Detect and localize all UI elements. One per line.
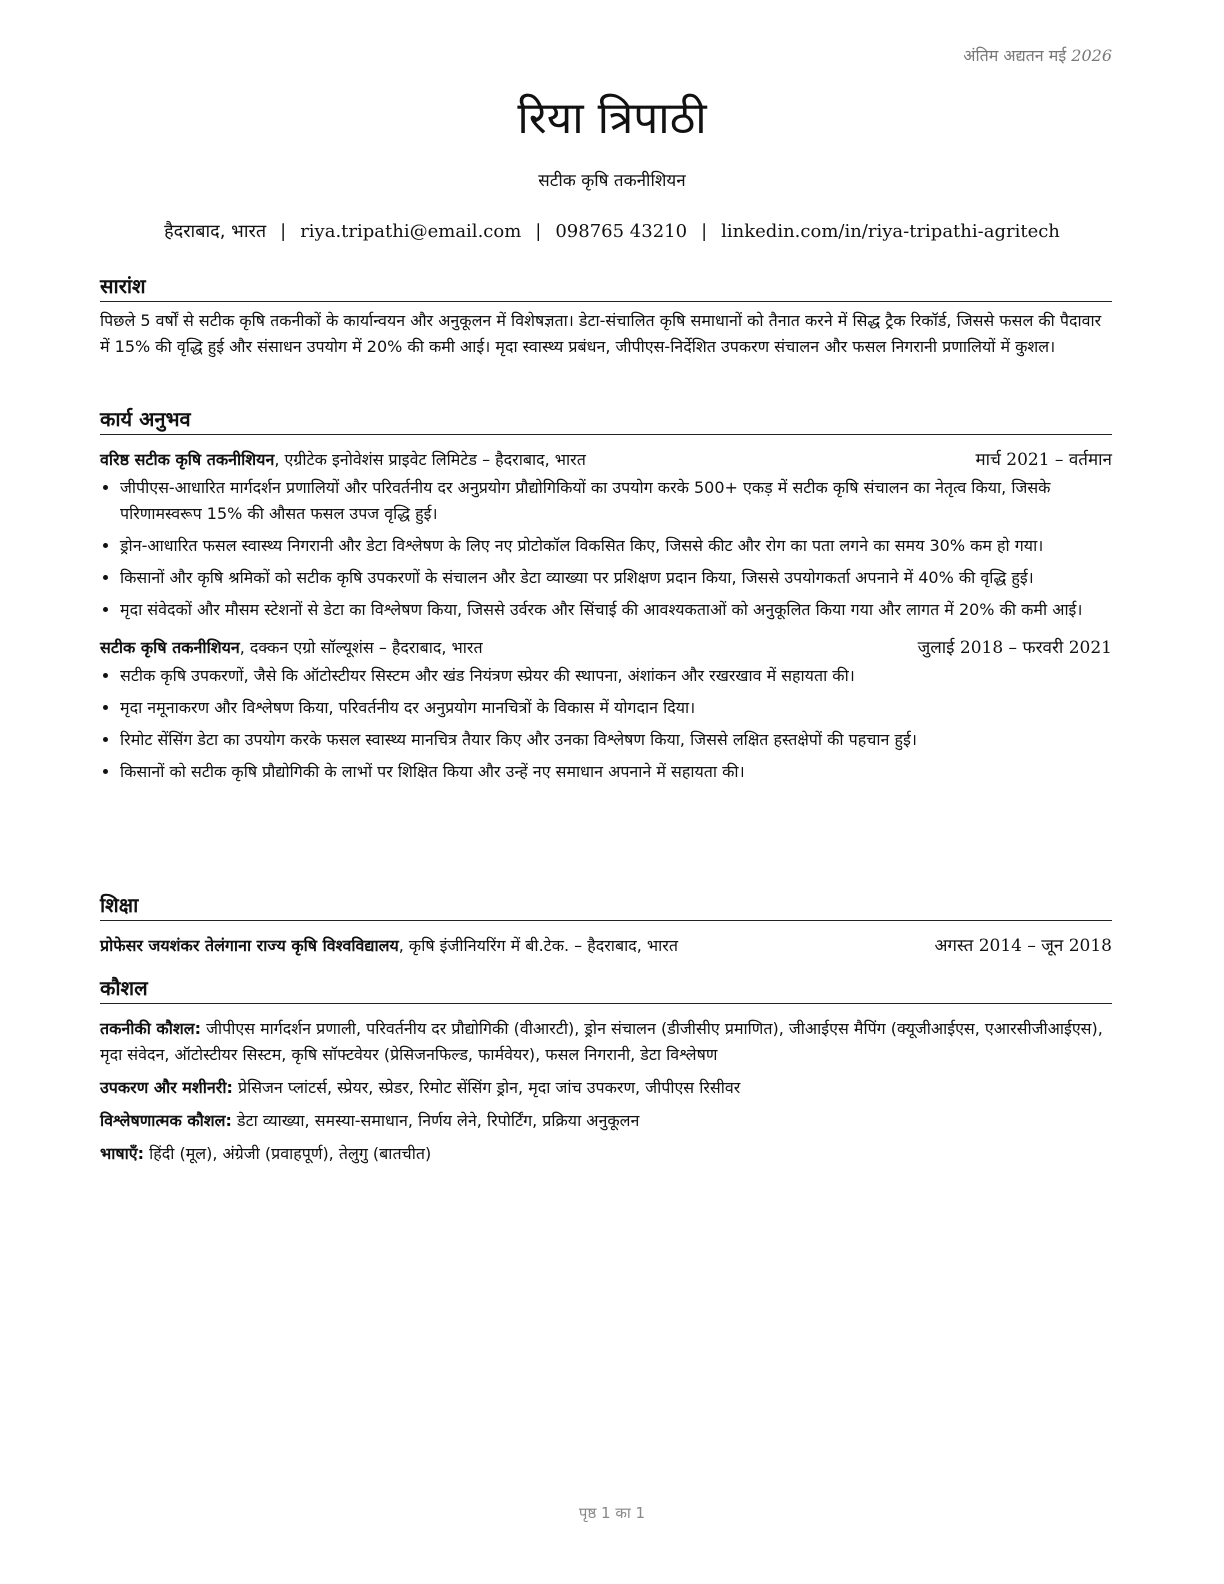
experience-section: [100, 405, 1112, 791]
education-dates: अगस्त 2014 – जून 2018: [934, 936, 1112, 956]
education-section: [100, 891, 1112, 959]
job-dates: जुलाई 2018 – फरवरी 2021: [917, 638, 1112, 658]
education-degree: , कृषि इंजीनियरिंग में बी.टेक. – हैदराबाद, भारत: [398, 936, 678, 955]
job-bullet: • सटीक कृषि उपकरणों, जैसे कि ऑटोस्टीयर सिस्टम और खंड नियंत्रण स्प्रेयर की स्थापना, अंशांकन और रखरखाव में सहायता की।: [120, 663, 1112, 689]
contact-email[interactable]: riya.tripathi@email.com: [300, 221, 522, 242]
skill-label: भाषाएँ:: [100, 1144, 145, 1163]
job-bullet: • मृदा संवेदकों और मौसम स्टेशनों से डेटा का विश्लेषण किया, जिससे उर्वरक और सिंचाई की आवश्यकताओं को अनुकूलित किया गया और लागत में 20% की कमी आई।: [120, 597, 1112, 623]
skill-label: तकनीकी कौशल:: [100, 1019, 201, 1038]
last-updated-year: 2026: [1071, 46, 1112, 65]
job-bullet: • किसानों को सटीक कृषि प्रौद्योगिकी के लाभों पर शिक्षित किया और उन्हें नए समाधान अपनाने में सहायता की।: [120, 759, 1112, 785]
job-bullet: • ड्रोन-आधारित फसल स्वास्थ्य निगरानी और डेटा विश्लेषण के लिए नए प्रोटोकॉल विकसित किए, जिससे कीट और रोग का पता लगने का समय 30% कम हो गया।: [120, 533, 1112, 559]
skill-group: [100, 1075, 1112, 1101]
skill-text: जीपीएस मार्गदर्शन प्रणाली, परिवर्तनीय दर प्रौद्योगिकी (वीआरटी), ड्रोन संचालन (डीजीसीए प्रमाणित), जीआईएस मैपिंग (क्यूजीआईएस, एआरसीजीआईएस), मृदा संवेदन, ऑटोस्टीयर सिस्टम, कृषि सॉफ्टवेयर (प्रेसिजनफिल्ड, फार्मवेयर), फसल निगरानी, डेटा विश्लेषण: [100, 1019, 1103, 1064]
job-role: सटीक कृषि तकनीशियन: [100, 638, 240, 657]
skill-label: उपकरण और मशीनरी:: [100, 1078, 233, 1097]
last-updated-label: अंतिम अद्यतन मई: [963, 46, 1067, 65]
job-org: , एग्रीटेक इनोवेशंस प्राइवेट लिमिटेड – हैदराबाद, भारत: [274, 450, 586, 469]
skill-group: [100, 1141, 1112, 1167]
contact-separator: |: [701, 221, 708, 242]
contact-linkedin[interactable]: linkedin.com/in/riya-tripathi-agritech: [721, 221, 1060, 242]
contact-separator: |: [280, 221, 287, 242]
job-bullet: • किसानों और कृषि श्रमिकों को सटीक कृषि उपकरणों के संचालन और डेटा व्याख्या पर प्रशिक्षण प्रदान किया, जिससे उपयोगकर्ता अपनाने में 40% की वृद्धि हुई।: [120, 565, 1112, 591]
skills-section: [100, 974, 1112, 1174]
education-heading: शिक्षा: [100, 891, 1112, 921]
summary-text: पिछले 5 वर्षों से सटीक कृषि तकनीकों के कार्यान्वयन और अनुकूलन में विशेषज्ञता। डेटा-संचालित कृषि समाधानों को तैनात करने में सिद्ध ट्रैक रिकॉर्ड, जिससे फसल की पैदावार में 15% की वृद्धि हुई और संसाधन उपयोग में 20% की कमी आई। मृदा स्वास्थ्य प्रबंधन, जीपीएस-निर्देशित उपकरण संचालन और फसल निगरानी प्रणालियों में कुशल।: [100, 311, 1102, 356]
job-dates: मार्च 2021 – वर्तमान: [975, 450, 1112, 470]
skill-text: डेटा व्याख्या, समस्या-समाधान, निर्णय लेने, रिपोर्टिंग, प्रक्रिया अनुकूलन: [231, 1111, 640, 1130]
job-header: [100, 635, 1112, 661]
candidate-title: सटीक कृषि तकनीशियन: [538, 171, 686, 191]
contact-phone: 098765 43210: [555, 221, 688, 242]
contact-location: हैदराबाद, भारत: [164, 221, 267, 242]
job-entry: [100, 447, 1112, 623]
page-number: पृष्ठ 1 का 1: [578, 1504, 646, 1522]
skill-text: प्रेसिजन प्लांटर्स, स्प्रेयर, स्प्रेडर, रिमोट सेंसिंग ड्रोन, मृदा जांच उपकरण, जीपीएस रिसीवर: [232, 1078, 741, 1097]
contact-separator: |: [535, 221, 542, 242]
job-bullets: [100, 475, 1112, 623]
job-bullet: • रिमोट सेंसिंग डेटा का उपयोग करके फसल स्वास्थ्य मानचित्र तैयार किए और उनका विश्लेषण किया, जिससे लक्षित हस्तक्षेपों की पहचान हुई।: [120, 727, 1112, 753]
skill-group: [100, 1108, 1112, 1134]
job-org: , दक्कन एग्रो सॉल्यूशंस – हैदराबाद, भारत: [239, 638, 483, 657]
job-bullet: • मृदा नमूनाकरण और विश्लेषण किया, परिवर्तनीय दर अनुप्रयोग मानचित्रों के विकास में योगदान दिया।: [120, 695, 1112, 721]
last-updated: [963, 44, 1112, 66]
job-role: वरिष्ठ सटीक कृषि तकनीशियन: [100, 450, 275, 469]
summary-section: [100, 272, 1112, 360]
skill-label: विश्लेषणात्मक कौशल:: [100, 1111, 232, 1130]
experience-heading: कार्य अनुभव: [100, 405, 1112, 435]
skill-text: हिंदी (मूल), अंग्रेजी (प्रवाहपूर्ण), तेलुगु (बातचीत): [144, 1144, 432, 1163]
job-header: [100, 447, 1112, 473]
summary-heading: सारांश: [100, 272, 1112, 302]
skill-group: [100, 1016, 1112, 1068]
contact-line: [0, 219, 1224, 243]
education-entry: [100, 933, 1112, 959]
skills-heading: कौशल: [100, 974, 1112, 1004]
job-bullet: • जीपीएस-आधारित मार्गदर्शन प्रणालियों और परिवर्तनीय दर अनुप्रयोग प्रौद्योगिकियों का उपयोग करके 500+ एकड़ में सटीक कृषि संचालन का नेतृत्व किया, जिसके परिणामस्वरूप 15% की औसत फसल उपज वृद्धि हुई।: [120, 475, 1112, 527]
candidate-name: रिया त्रिपाठी: [517, 93, 707, 144]
education-institution: प्रोफेसर जयशंकर तेलंगाना राज्य कृषि विश्वविद्यालय: [100, 936, 399, 955]
job-bullets: [100, 663, 1112, 785]
job-entry: [100, 635, 1112, 785]
